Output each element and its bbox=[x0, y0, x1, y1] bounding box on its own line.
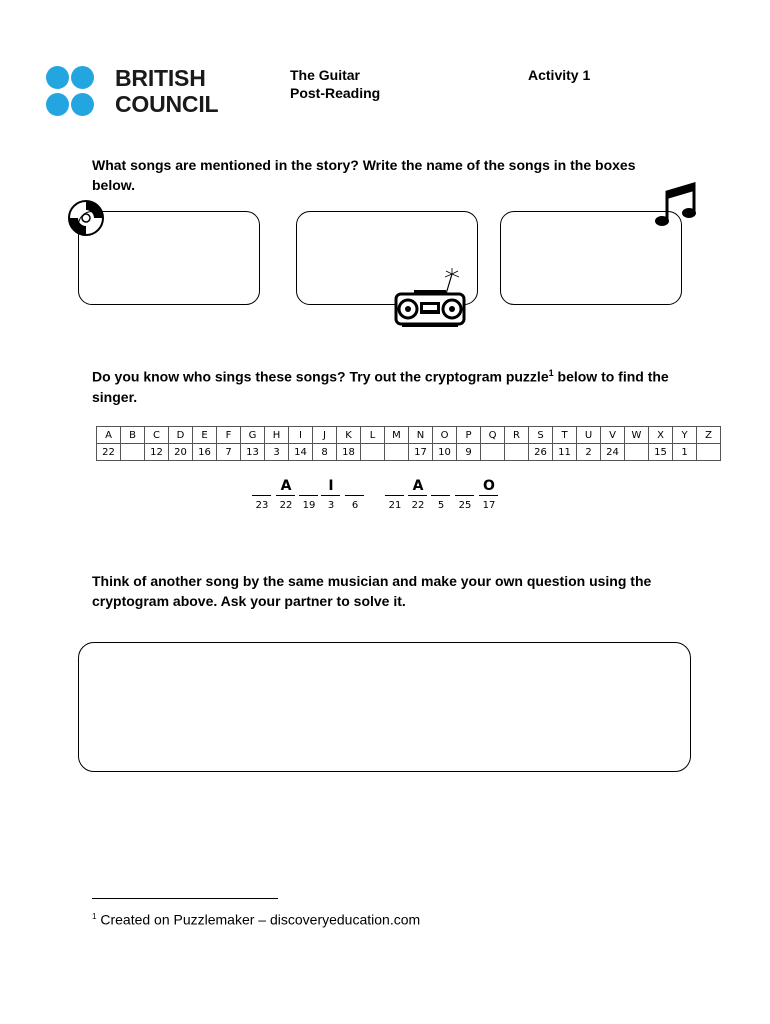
answer-number: 23 bbox=[255, 500, 269, 511]
answer-letter[interactable]: I bbox=[328, 478, 334, 494]
cryptogram-letter-cell: P bbox=[457, 427, 481, 444]
cryptogram-letter-cell: F bbox=[217, 427, 241, 444]
logo-text-line2: COUNCIL bbox=[115, 91, 219, 117]
footnote: $^1$ Created on Puzzlemaker – discoveryeducation.com bbox=[92, 911, 421, 928]
cryptogram-letter-cell: T bbox=[553, 427, 577, 444]
cryptogram-number-cell[interactable]: 11 bbox=[553, 444, 577, 461]
answer-blank-line bbox=[345, 495, 364, 496]
answer-number: 17 bbox=[482, 500, 496, 511]
answer-blank-line bbox=[276, 495, 295, 496]
answer-blank-line bbox=[431, 495, 450, 496]
cryptogram-letter-cell: W bbox=[625, 427, 649, 444]
cryptogram-letter-cell: X bbox=[649, 427, 673, 444]
cryptogram-number-cell[interactable]: 13 bbox=[241, 444, 265, 461]
cryptogram-letter-cell: U bbox=[577, 427, 601, 444]
cryptogram-key-table bbox=[96, 426, 721, 461]
cryptogram-number-cell[interactable]: 26 bbox=[529, 444, 553, 461]
cryptogram-number-cell[interactable] bbox=[385, 444, 409, 461]
activity-label: Activity 1 bbox=[528, 67, 591, 83]
question-1: What songs are mentioned in the story? Write the name of the songs in the boxes below. bbox=[92, 157, 636, 193]
cryptogram-letter-cell: V bbox=[601, 427, 625, 444]
cryptogram-number-cell[interactable]: 10 bbox=[433, 444, 457, 461]
answer-number: 25 bbox=[458, 500, 472, 511]
answer-blank-line bbox=[479, 495, 498, 496]
cryptogram-letter-cell: S bbox=[529, 427, 553, 444]
answer-number: 3 bbox=[327, 500, 335, 511]
answer-blank-line bbox=[408, 495, 427, 496]
answer-number: 22 bbox=[279, 500, 293, 511]
cryptogram-number-cell[interactable] bbox=[481, 444, 505, 461]
cryptogram-letter-cell: K bbox=[337, 427, 361, 444]
cryptogram-number-cell[interactable]: 22 bbox=[97, 444, 121, 461]
logo-dot bbox=[46, 66, 69, 89]
cryptogram-number-cell[interactable]: 8 bbox=[313, 444, 337, 461]
footnote-reference: 1 bbox=[548, 368, 554, 378]
logo-dot bbox=[71, 66, 94, 89]
own-question-box[interactable] bbox=[78, 642, 691, 772]
answer-blank-line bbox=[385, 495, 404, 496]
cryptogram-number-cell[interactable]: 15 bbox=[649, 444, 673, 461]
music-note-icon bbox=[654, 182, 700, 230]
cryptogram-number-cell[interactable] bbox=[505, 444, 529, 461]
answer-number: 6 bbox=[351, 500, 359, 511]
cryptogram-number-cell[interactable]: 3 bbox=[265, 444, 289, 461]
cryptogram-number-cell[interactable]: 2 bbox=[577, 444, 601, 461]
cryptogram-letter-cell: Q bbox=[481, 427, 505, 444]
cryptogram-number-cell[interactable]: 17 bbox=[409, 444, 433, 461]
logo-text-line1: BRITISH bbox=[115, 65, 206, 91]
answer-number: 21 bbox=[388, 500, 402, 511]
cryptogram-letter-cell: G bbox=[241, 427, 265, 444]
cryptogram-letter-cell: M bbox=[385, 427, 409, 444]
cryptogram-letter-cell: L bbox=[361, 427, 385, 444]
cryptogram-number-cell[interactable]: 12 bbox=[145, 444, 169, 461]
song-answer-box-1[interactable] bbox=[78, 211, 260, 305]
answer-letter[interactable]: A bbox=[412, 478, 424, 494]
question-3: Think of another song by the same musician and make your own question using the cryptogram above. Ask your partner to solve it. bbox=[92, 573, 652, 609]
cryptogram-number-cell[interactable]: 24 bbox=[601, 444, 625, 461]
answer-letter[interactable]: A bbox=[280, 478, 292, 494]
question-2: Do you know who sings these songs? Try out the cryptogram puzzle$^1$ below to find the singer. bbox=[92, 368, 669, 405]
answer-number: 22 bbox=[411, 500, 425, 511]
answer-blank-line bbox=[321, 495, 340, 496]
cryptogram-letter-cell: Y bbox=[673, 427, 697, 444]
answer-number: 5 bbox=[437, 500, 445, 511]
cryptogram-number-cell[interactable] bbox=[361, 444, 385, 461]
cryptogram-number-cell[interactable]: 9 bbox=[457, 444, 481, 461]
cryptogram-letter-cell: O bbox=[433, 427, 457, 444]
cryptogram-letter-cell: R bbox=[505, 427, 529, 444]
cryptogram-letter-cell: A bbox=[97, 427, 121, 444]
cryptogram-letter-cell: B bbox=[121, 427, 145, 444]
worksheet-subtitle: Post-Reading bbox=[290, 85, 381, 101]
cryptogram-number-cell[interactable]: 16 bbox=[193, 444, 217, 461]
answer-number: 19 bbox=[302, 500, 316, 511]
worksheet-title: The Guitar bbox=[290, 67, 361, 83]
cryptogram-number-cell[interactable]: 14 bbox=[289, 444, 313, 461]
british-council-logo bbox=[46, 66, 236, 118]
cryptogram-letter-cell: D bbox=[169, 427, 193, 444]
cryptogram-letter-cell: N bbox=[409, 427, 433, 444]
answer-letter[interactable]: O bbox=[483, 478, 495, 494]
answer-blank-line bbox=[252, 495, 271, 496]
logo-dot bbox=[46, 93, 69, 116]
cryptogram-letters-row bbox=[97, 427, 721, 444]
footnote-divider bbox=[92, 898, 278, 899]
cryptogram-number-cell[interactable] bbox=[625, 444, 649, 461]
cryptogram-number-cell[interactable]: 1 bbox=[673, 444, 697, 461]
answer-blank-line bbox=[455, 495, 474, 496]
cryptogram-number-cell[interactable] bbox=[121, 444, 145, 461]
cryptogram-letter-cell: I bbox=[289, 427, 313, 444]
logo-dot bbox=[71, 93, 94, 116]
cryptogram-numbers-row bbox=[97, 444, 721, 461]
cryptogram-letter-cell: E bbox=[193, 427, 217, 444]
cryptogram-letter-cell: J bbox=[313, 427, 337, 444]
cryptogram-number-cell[interactable]: 7 bbox=[217, 444, 241, 461]
cryptogram-letter-cell: H bbox=[265, 427, 289, 444]
cryptogram-letter-cell: Z bbox=[697, 427, 721, 444]
answer-blank-line bbox=[299, 495, 318, 496]
cryptogram-number-cell[interactable] bbox=[697, 444, 721, 461]
boombox-icon bbox=[392, 268, 468, 330]
cryptogram-number-cell[interactable]: 20 bbox=[169, 444, 193, 461]
cryptogram-letter-cell: C bbox=[145, 427, 169, 444]
cryptogram-number-cell[interactable]: 18 bbox=[337, 444, 361, 461]
